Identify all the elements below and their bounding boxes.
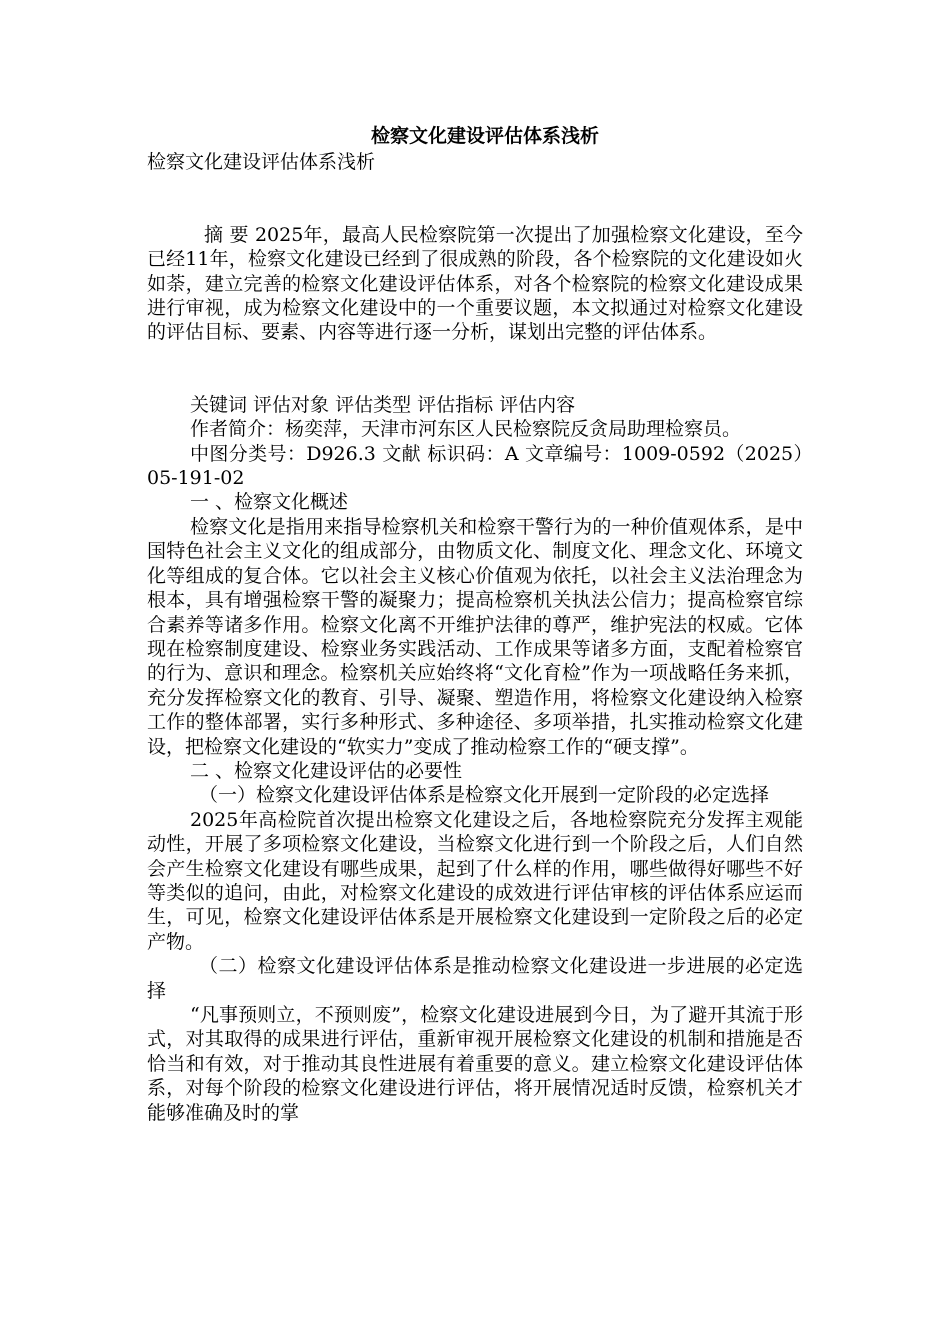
abstract-paragraph: 摘 要 2025年，最高人民检察院第一次提出了加强检察文化建设，至今已经11年，检察文化建设已经到了很成熟的阶段，各个检察院的文化建设如火如荼，建立完善的检察文化建设评估体系，对各个检察院的检察文化建设成果进行审视，成为检察文化建设中的一个重要议题，本文拟通过对检察文化建设的评估目标、要素、内容等进行逐一分析，谋划出完整的评估体系。 [147, 223, 803, 344]
document-page [147, 124, 803, 1125]
section-heading: 一 、检察文化概述 [190, 491, 349, 514]
subsection-heading: （一）检察文化建设评估体系是检察文化开展到一定阶段的必定选择 [199, 784, 770, 807]
classification-line: 中图分类号：D926.3 文献 标识码：A 文章编号：1009-0592（2025）05-191-02 [147, 442, 803, 490]
spacer [147, 345, 803, 393]
section-heading: 二 、检察文化建设评估的必要性 [190, 759, 463, 782]
keywords-line: 关键词 评估对象 评估类型 评估指标 评估内容 [190, 393, 576, 416]
subsection-heading: （二）检察文化建设评估体系是推动检察文化建设进一步进展的必定选择 [147, 955, 803, 1002]
subsection-body: “凡事预则立，不预则废”，检察文化建设进展到今日，为了避开其流于形式，对其取得的成果进行评估，重新审视开展检察文化建设的机制和措施是否恰当和有效，对于推动其良性进展有着重要的意义。建立检察文化建设评估体系，对每个阶段的检察文化建设进行评估，将开展情况适时反馈，检察机关才能够准确及时的掌 [147, 1004, 803, 1124]
document-title: 检察文化建设评估体系浅析 [370, 125, 599, 147]
subsection-body: 2025年高检院首次提出检察文化建设之后，各地检察院充分发挥主观能动性，开展了多项检察文化建设，当检察文化进行到一个阶段之后，人们自然会产生检察文化建设有哪些成果，起到了什么样的作用，哪些做得好哪些不好等类似的追问，由此，对检察文化建设的成效进行评估审核的评估体系应运而生，可见，检察文化建设评估体系是开展检察文化建设到一定阶段之后的必定产物。 [147, 808, 803, 953]
section-body: 检察文化是指用来指导检察机关和检察干警行为的一种价值观体系，是中国特色社会主义文化的组成部分，由物质文化、制度文化、理念文化、环境文化等组成的复合体。它以社会主义核心价值观为依托，以社会主义法治理念为根本，具有增强检察干警的凝聚力；提高检察机关执法公信力；提高检察官综合素养等诸多作用。检察文化离不开维护法律的尊严，维护宪法的权威。它体现在检察制度建设、检察业务实践活动、工作成果等诸多方面，支配着检察官的行为、意识和理念。检察机关应始终将“文化育检”作为一项战略任务来抓，充分发挥检察文化的教育、引导、凝聚、塑造作用，将检察文化建设纳入检察工作的整体部署，实行多种形式、多种途径、多项举措，扎实推动检察文化建设，把检察文化建设的“软实力”变成了推动检察工作的“硬支撑”。 [147, 515, 803, 758]
document-subtitle: 检察文化建设评估体系浅析 [147, 151, 376, 174]
author-note: 作者简介：杨奕萍，天津市河东区人民检察院反贪局助理检察员。 [190, 418, 742, 441]
spacer [147, 175, 803, 223]
